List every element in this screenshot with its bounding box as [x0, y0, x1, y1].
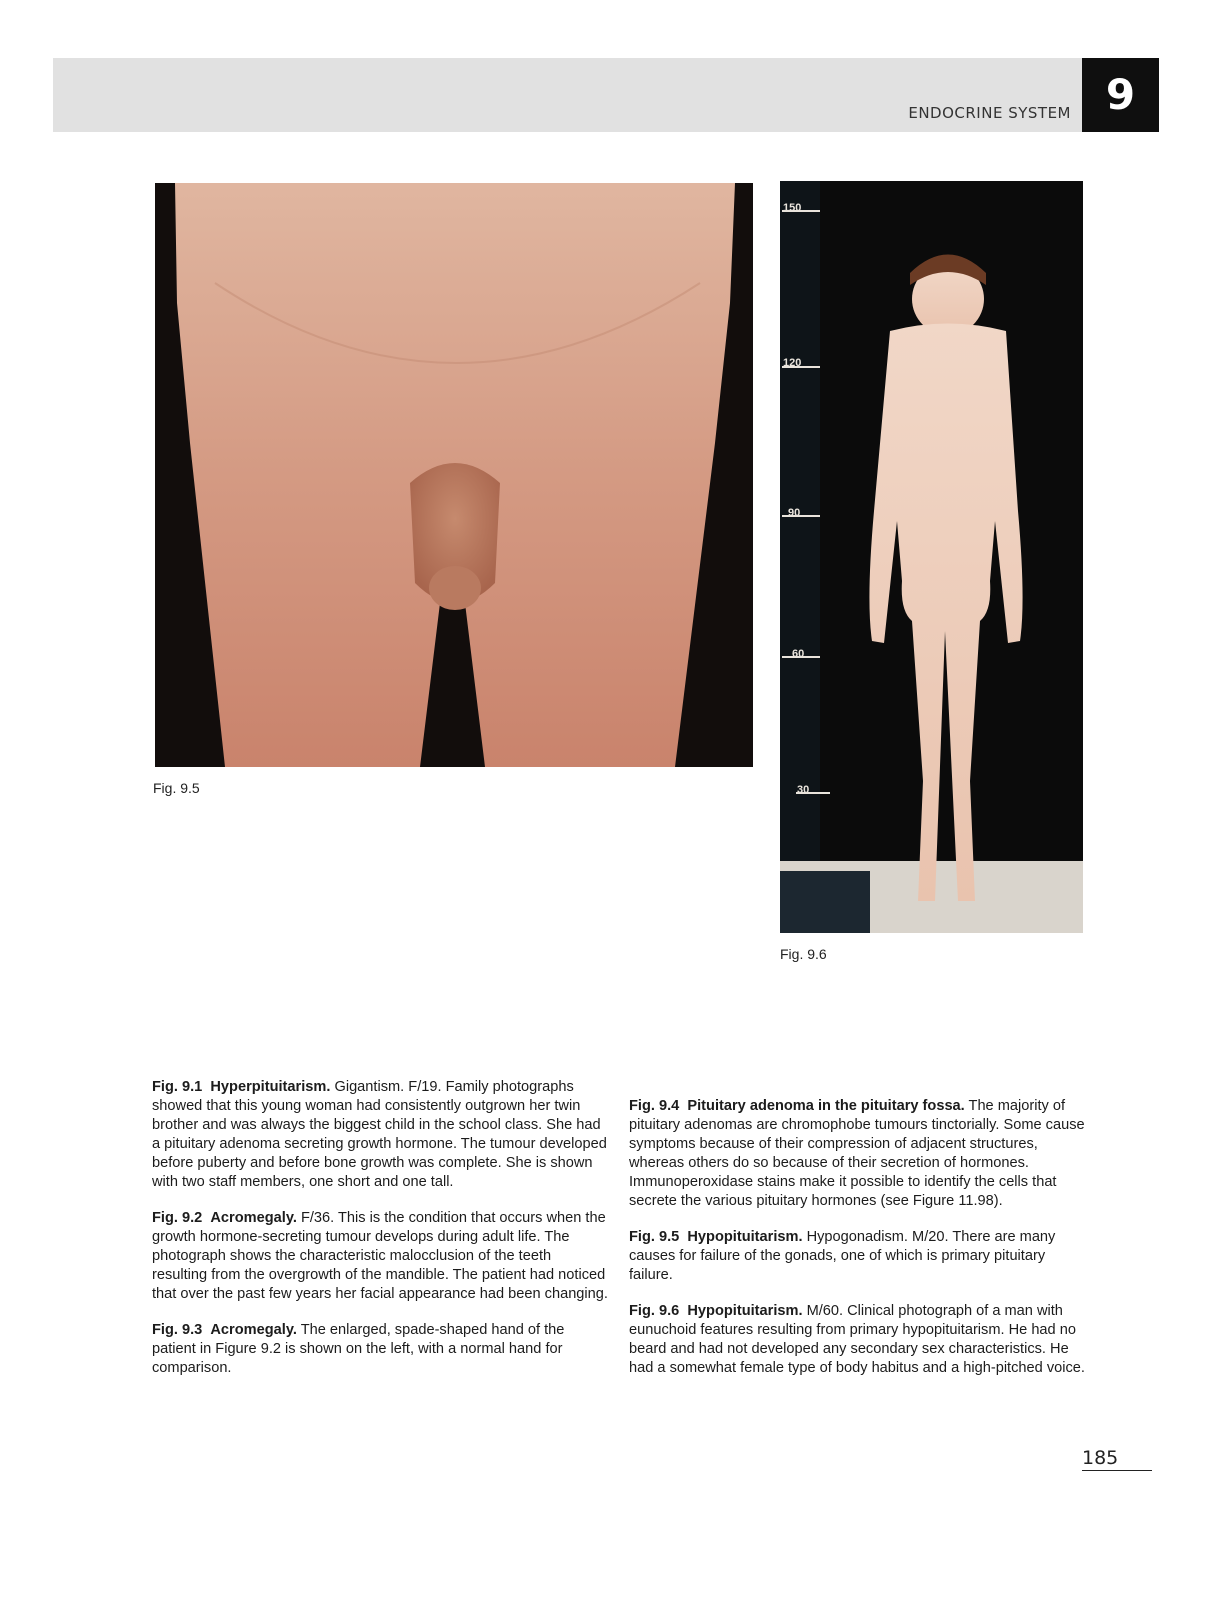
- caption-text: The enlarged, spade-shaped hand of the patient in Figure 9.2 is shown on the left, with a normal hand for comparison.: [152, 1322, 565, 1376]
- figure-9-6-label: Fig. 9.6: [780, 946, 827, 962]
- caption-number: Fig. 9.6: [629, 1303, 680, 1319]
- caption-number: Fig. 9.2: [152, 1210, 203, 1226]
- scale-label-60: 60: [792, 648, 805, 660]
- caption-text: F/36. This is the condition that occurs when the growth hormone-secreting tumour develops during adult life. The photograph shows the characteristic malocclusion of the teeth resulting from the overgrowth of the mandible. The patient had noticed that over the past few years her facial appearance had been changing.: [152, 1210, 608, 1302]
- caption-fig-9-2: [152, 1209, 610, 1304]
- scale-label-150: 150: [783, 202, 802, 214]
- chapter-number-box: 9: [1082, 58, 1159, 132]
- figure-9-5-illustration: [155, 183, 753, 767]
- caption-text: Hypogonadism. M/20. There are many causes for failure of the gonads, one of which is primary pituitary failure.: [629, 1229, 1056, 1283]
- caption-column-left: [152, 1078, 610, 1395]
- scale-label-120: 120: [783, 357, 802, 369]
- figure-9-5-label: Fig. 9.5: [153, 780, 200, 796]
- section-title: ENDOCRINE SYSTEM: [908, 104, 1071, 122]
- scale-label-90: 90: [788, 507, 801, 519]
- caption-text: The majority of pituitary adenomas are chromophobe tumours tinctorially. Some cause symptoms because of their compression of adjacent structures, whereas others do so because of their secretion of hormones. Immunoperoxidase stains make it possible to identify the cells that secrete the various pituitary hormones (see Figure 11.98).: [629, 1098, 1085, 1209]
- caption-fig-9-3: [152, 1321, 610, 1378]
- caption-title: Hypopituitarism.: [687, 1303, 803, 1319]
- caption-title: Pituitary adenoma in the pituitary fossa.: [687, 1098, 965, 1114]
- caption-title: Acromegaly.: [210, 1210, 297, 1226]
- caption-fig-9-5: [629, 1228, 1089, 1285]
- caption-column-right: [629, 1097, 1089, 1395]
- caption-title: Hypopituitarism.: [687, 1229, 803, 1245]
- caption-number: Fig. 9.1: [152, 1079, 203, 1095]
- caption-number: Fig. 9.4: [629, 1098, 680, 1114]
- caption-text: Gigantism. F/19. Family photographs showed that this young woman had consistently outgrown her twin brother and was always the biggest child in the school class. She had a pituitary adenoma secreting growth hormone. The tumour developed before puberty and before bone growth was complete. She is shown with two staff members, one short and one tall.: [152, 1079, 607, 1190]
- figure-9-5-photo: [155, 183, 753, 767]
- caption-title: Hyperpituitarism.: [210, 1079, 331, 1095]
- figure-9-6-illustration: [780, 181, 1083, 933]
- caption-text: M/60. Clinical photograph of a man with eunuchoid features resulting from primary hypopituitarism. He had no beard and had not developed any secondary sex characteristics. He had a somewhat female type of body habitus and a high-pitched voice.: [629, 1303, 1085, 1376]
- caption-number: Fig. 9.3: [152, 1322, 203, 1338]
- caption-fig-9-1: [152, 1078, 610, 1192]
- caption-title: Acromegaly.: [210, 1322, 297, 1338]
- caption-fig-9-4: [629, 1097, 1089, 1211]
- caption-fig-9-6: [629, 1302, 1089, 1378]
- caption-number: Fig. 9.5: [629, 1229, 680, 1245]
- figure-9-6-photo: [780, 181, 1083, 933]
- scale-label-30: 30: [797, 784, 810, 796]
- page-number: 185: [1082, 1447, 1152, 1471]
